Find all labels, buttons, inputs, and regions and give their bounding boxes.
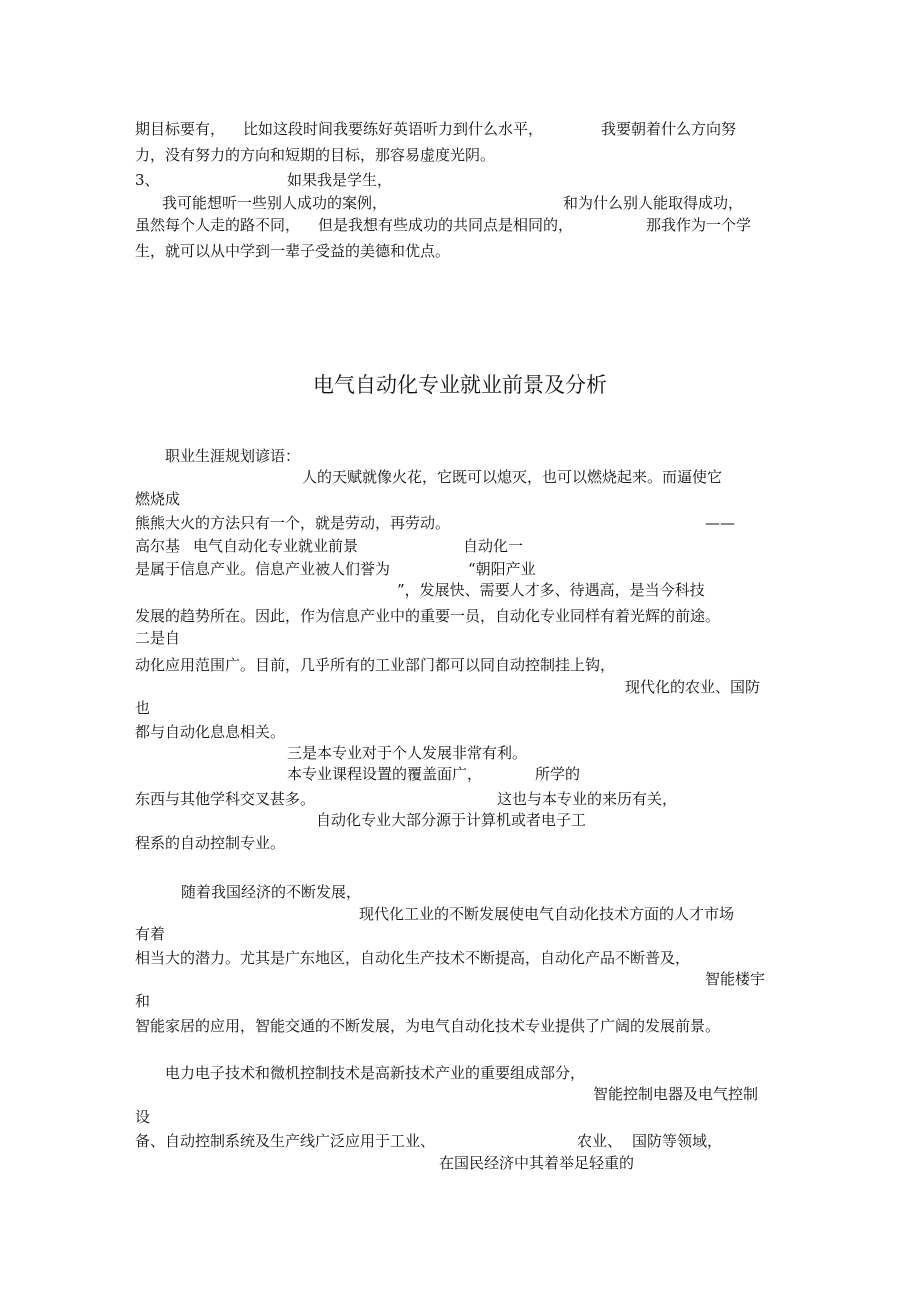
text-line: 现代化的农业、国防 (625, 678, 761, 696)
text-line: 生，就可以从中学到一辈子受益的美德和优点。 (135, 242, 451, 260)
text-line: 电气自动化专业就业前景 (193, 537, 359, 555)
text-line: 和为什么别人能取得成功， (563, 194, 744, 212)
text-line: —— (705, 514, 735, 532)
text-line: 和 (135, 992, 151, 1010)
text-line: 有着 (135, 925, 166, 943)
text-line: 都与自动化息息相关。 (135, 723, 286, 741)
text-line: 电力电子技术和微机控制技术是高新技术产业的重要组成部分， (165, 1064, 586, 1082)
text-line: 程系的自动控制专业。 (135, 834, 286, 852)
text-line: 现代化工业的不断发展使电气自动化技术方面的人才市场 (359, 905, 735, 923)
text-line: 设 (135, 1108, 151, 1126)
text-line: 农业、 (577, 1132, 623, 1150)
text-line: 国防等领域， (632, 1132, 723, 1150)
text-line: 是属于信息产业。信息产业被人们誉为 (135, 560, 391, 578)
text-line: 比如这段时间我要练好英语听力到什么水平， (243, 120, 544, 138)
text-line: 智能楼宇 (705, 970, 766, 988)
text-line: 高尔基 (135, 537, 181, 555)
text-line: 我要朝着什么方向努 (601, 120, 737, 138)
text-line: 在国民经济中其着举足轻重的 (439, 1154, 635, 1172)
text-line: 那我作为一个学 (646, 216, 752, 234)
text-line: 智能家居的应用，智能交通的不断发展，为电气自动化技术专业提供了广阔的发展前景。 (135, 1017, 721, 1035)
text-line: 三是本专业对于个人发展非常有利。 (287, 744, 528, 762)
text-line: 本专业课程设置的覆盖面广， (287, 765, 483, 783)
text-line: 职业生涯规划谚语： (165, 447, 301, 465)
text-line: 熊熊大火的方法只有一个，就是劳动，再劳动。 (135, 514, 451, 532)
list-number: 3、 (135, 171, 160, 189)
text-line: 这也与本专业的来历有关， (497, 790, 678, 808)
text-line: “朝阳产业 (468, 560, 536, 578)
text-line: 动化应用范围广。目前，几乎所有的工业部门都可以同自动控制挂上钩， (135, 656, 616, 674)
text-line: 如果我是学生， (287, 171, 393, 189)
text-line: 也 (135, 699, 151, 717)
text-line: 期目标要有， (135, 120, 226, 138)
text-line: 相当大的潜力。尤其是广东地区，自动化生产技术不断提高，自动化产品不断普及， (135, 949, 691, 967)
text-line: 所学的 (535, 765, 581, 783)
text-line: 我可能想听一些别人成功的案例， (162, 194, 388, 212)
text-line: 二是自 (135, 629, 181, 647)
text-line: 东西与其他学科交叉甚多。 (135, 790, 316, 808)
text-line: 力，没有努力的方向和短期的目标，那容易虚度光阴。 (135, 146, 496, 164)
text-line: 随着我国经济的不断发展， (181, 883, 362, 901)
text-line: 但是我想有些成功的共同点是相同的， (318, 216, 574, 234)
text-line: ”，发展快、需要人才多、待遇高，是当今科技 (397, 581, 705, 599)
text-line: 自动化一 (463, 537, 524, 555)
text-line: 燃烧成 (135, 490, 181, 508)
document-title: 电气自动化专业就业前景及分析 (313, 373, 607, 397)
text-line: 备、自动控制系统及生产线广泛应用于工业、 (135, 1132, 436, 1150)
text-line: 智能控制电器及电气控制 (593, 1085, 759, 1103)
text-line: 发展的趋势所在。因此，作为信息产业中的重要一员，自动化专业同样有着光辉的前途。 (135, 607, 721, 625)
text-line: 人的天赋就像火花，它既可以熄灭，也可以燃烧起来。而逼使它 (302, 468, 723, 486)
text-line: 虽然每个人走的路不同， (135, 216, 301, 234)
text-line: 自动化专业大部分源于计算机或者电子工 (316, 811, 587, 829)
